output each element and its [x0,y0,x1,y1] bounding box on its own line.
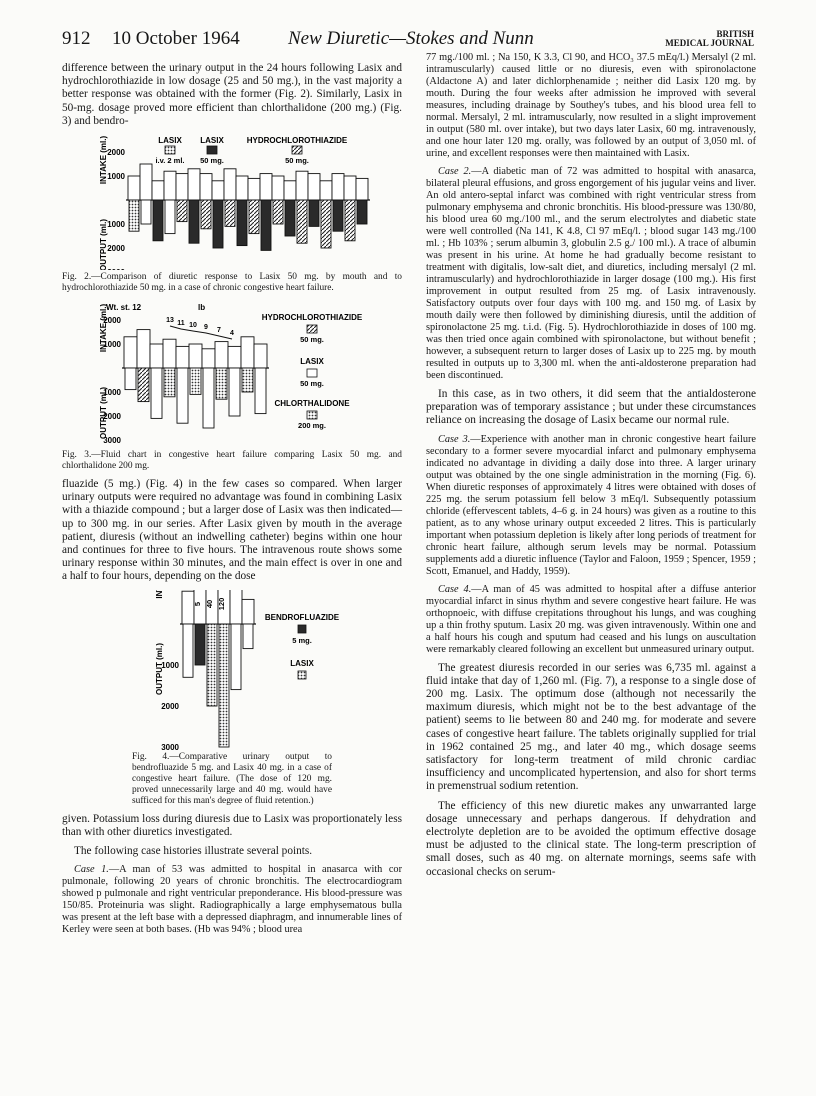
output-bar [285,200,295,236]
legend-label: LASIX [200,136,224,146]
legend-label: LASIX [158,136,182,146]
tick-label: 1000 [161,660,179,670]
output-bar [207,624,217,706]
legend-label: CHLORTHALIDONE [274,399,350,409]
output-bar [183,624,193,677]
legend-sub: 200 mg. [298,421,326,431]
tick-label: 2000 [103,316,121,326]
intake-bar [152,181,164,200]
case-1: Case 1.—A man of 53 was admitted to hospital in anasarca with cor pulmonale, following 20 years of chronic bronchitis. The electrocardiogram showed p pulmonale and right ventricular preponderance. His blood-pressure was 150/85. Proteinuria was slight. Radiographically a large emphysematous bulla was present at the left base with a depressed diaphragm, and innumerable lines of Kerley were seen at both bases. (Hb was 94% ; blood urea [62,864,402,936]
tick-label: 1000 [107,220,125,230]
paragraph: given. Potassium loss during diuresis due to Lasix was proportionately less than with other diuretics investigated. [62,812,402,838]
dose-label: 120 [217,597,226,610]
intake-bar [176,346,189,368]
legend-sub: 50 mg. [300,335,324,345]
intake-bar [150,344,163,368]
intake-bar [176,174,188,200]
output-bar [125,368,136,390]
output-bar [255,368,266,414]
tick-label: 1000 [103,340,121,350]
intake-bar [230,590,242,624]
output-bar [165,200,175,234]
weight-value: 13 [166,317,174,325]
paragraph: 77 mg./100 ml. ; Na 150, K 3.3, Cl 90, and HCO₃ 37.5 mEq/l.) Mersalyl (2 ml. intramuscularly) caused little or no diuresis, even with spironolactone (Aldactone A) and later dichlorphenamide ; neither did Lasix 120 mg. by mouth. During the four weeks after admission he improved with several measures, including drainage by Southey's tubes, and his blood urea fell to normal. Mersalyl, 2 ml. intramuscularly, now resulted in a slight improvement in output (580 ml. over intake), but two days later Lasix, 60 mg. intravenously, and one hour later 120 mg. orally, was followed by an output of 3,050 ml. of urine, and excellent responses were then maintained with Lasix. [426,52,756,159]
y-axis-label-intake [155,590,164,599]
legend-sub: 50 mg. [200,156,224,166]
tick-label: 1000 [107,172,125,182]
paragraph: The greatest diuresis recorded in our series was 6,735 ml. against a fluid intake that day of 1,260 ml. (Fig. 7), a response to a single dose of 200 mg. Lasix. The optimum dose (although not necessarily the maximum diuresis, which might not be to the best advantage of the patient) seems to lie between 80 and 240 mg. for moderate and severe cases of congestive heart failure. The tablets originally supplied for trial in 1962 contained 25 mg., and later 40 mg., which dosage seems satisfactory for long-term treatment of mild chronic cardiac insufficiency and uncomplicated hypertension, and also for short terms in premenstrual sodium retention. [426,661,756,793]
output-bar [333,200,343,231]
output-bar [141,200,151,224]
intake-bar [189,344,202,368]
weight-unit: lb [198,303,206,313]
intake-bar [124,337,137,368]
tick-label: 2000 [107,244,125,254]
intake-bar [320,181,332,200]
output-bar [357,200,367,224]
output-bar [138,368,149,402]
weight-line [170,326,232,339]
output-bar [345,200,355,241]
right-column [426,52,756,885]
output-bar [309,200,319,226]
intake-bar [296,171,308,200]
intake-bar [128,176,140,200]
intake-bar [188,169,200,200]
intake-bar [248,178,260,200]
y-axis-label-output: OUTPUT (ml.) [155,642,164,695]
paragraph: difference between the urinary output in the 24 hours following Lasix and hydrochlorothiazide in low dosage (25 and 50 mg.), in the vast majority a better response was obtained with the former (Fig. 2). Similarly, Lasix in 50-mg. dosage proved more efficient than chlorthalidone (200 mg.) (Fig. 3) and bendro- [62,62,402,127]
weight-label: Wt. st. 12 [106,303,142,313]
legend-swatch [307,369,317,377]
figure-4 [132,590,402,750]
output-bar [213,200,223,248]
dose-label: 5 [193,601,202,606]
legend-swatch [207,146,217,154]
weight-value: 7 [217,327,221,335]
weight-value: 11 [177,320,185,328]
legend-sub: 50 mg. [285,156,309,166]
figure-3 [62,300,402,448]
output-bar [190,368,201,394]
running-title: New Diuretic—Stokes and Nunn [288,28,534,49]
legend-label: LASIX [290,658,314,668]
output-bar [216,368,227,399]
legend-swatch [292,146,302,154]
intake-bar [200,174,212,200]
issue-date: 10 October 1964 [112,28,240,49]
intake-bar [254,344,267,368]
case-2: Case 2.—A diabetic man of 72 was admitted to hospital with anasarca, bilateral pleural effusions, and gross engorgement of his jugular veins and liver. An old antero-septal infarct was combined with right ventricular stress from pulmonary emphysema and chronic bronchitis. His blood-pressure was 130/80, his blood urea 60 mg./100 ml., and the serum electrolytes and diabetic state were well controlled (Na 141, K 4.8, Cl 97 mEq/l. ; blood sugar 143 mg./100 ml. ; Hb 103% ; serum albumin 3, globulin 2.5 g./ 100 ml.). A trace of albumin was present in his urine. At home he had gradually become resistant to treatment with digitalis, low-salt diet, and diuretics, including mersalyl (2 ml. intramuscularly) and hydrochlorothiazide in larger dosage (100 mg.). His first improvement in output resulted from 25 mg. of Lasix intravenously. Satisfactory outputs over four days with 100 mg. and 150 mg. of Lasix by mouth daily were then followed by diminishing diuresis, until the addition of spironolactone 25 mg. t.i.d. (Fig. 5). Hydrochlorothiazide in doses of 100 mg. was then tried once again combined with spironolactone, but without benefit ; however, a subsequent return to larger doses of Lasix up to 225 mg. by mouth resulted in outputs up to 3,300 ml. when the anti-aldosterone preparation had been discontinued. [426,166,756,381]
intake-bar [308,174,320,200]
intake-bar [344,176,356,200]
intake-bar [202,349,215,368]
legend-swatch [298,671,306,679]
paragraph: The efficiency of this new diuretic makes any unwarranted large dosage unnecessary and perhaps dangerous. If dehydration and electrolyte depletion are to be avoided the optimum effective dosage must be adjusted to the clinical state. The long-term prescription of small doses, such as 40 mg. on alternate mornings, seems safe with occasional checks on serum- [426,799,756,878]
y-axis-label-output: OUTPUT (ml.) [99,387,108,440]
intake-bar [215,342,228,368]
intake-bar [163,339,176,368]
output-bar [219,624,229,747]
journal-name: BRITISH MEDICAL JOURNAL [665,29,754,48]
y-axis-label-output: OUTPUT (ml.) [99,219,108,271]
dose-label: 40 [205,599,214,608]
weight-value: 4 [230,330,234,338]
legend-label: BENDROFLUAZIDE [264,612,340,622]
output-bar [177,368,188,423]
tick-label: 3000 [161,742,179,750]
legend-swatch [307,411,317,419]
legend-sub: 5 mg. [292,635,312,645]
weight-value: 10 [189,322,197,330]
fig3-chart [62,300,402,448]
output-bar [243,624,253,649]
output-bar [231,624,241,690]
output-bar [297,200,307,243]
output-bar [203,368,214,428]
output-bar [153,200,163,241]
legend-label: HYDROCHLOROTHIAZIDE [246,136,348,146]
intake-bar [242,599,254,624]
output-bar [242,368,253,392]
fig2-chart [62,134,402,270]
intake-bar [356,178,368,200]
output-bar [237,200,247,246]
tick-label: 1000 [103,388,121,398]
fig4-chart [132,590,372,750]
legend-swatch [307,325,317,333]
output-bar [321,200,331,248]
intake-bar [140,164,152,200]
legend-sub: i.v. 2 ml. [155,156,185,166]
paragraph: In this case, as in two others, it did seem that the antialdosterone preparation was of temporary assistance ; but under these circumstances reliance on increasing the dosage of Lasix became our normal rule. [426,388,756,427]
intake-bar [228,346,241,368]
intake-bar [236,176,248,200]
tick-label [107,268,125,270]
output-bar [249,200,259,234]
intake-bar [272,176,284,200]
tick-label: 2000 [103,412,121,422]
output-bar [129,200,139,231]
fig3-caption: Fig. 3.—Fluid chart in congestive heart failure comparing Lasix 50 mg. and chlorthalidone 200 mg. [62,450,402,472]
intake-bar [224,169,236,200]
intake-bar [260,174,272,200]
tick-label: 2000 [161,701,179,711]
page-number: 912 [62,28,91,49]
output-bar [151,368,162,418]
intake-bar [164,171,176,200]
intake-bar [182,591,194,624]
figure-2 [62,134,402,270]
output-bar [189,200,199,243]
output-bar [273,200,283,224]
legend-label: LASIX [300,357,324,367]
output-bar [229,368,240,416]
intake-bar [137,330,150,368]
fig4-caption: Fig. 4.—Comparative urinary output to bendrofluazide 5 mg. and Lasix 40 mg. in a case of congestive heart failure. (The dose of 120 mg. proved unnecessarily large and 40 mg. would have sufficed for this man's degree of fluid retention.) [132,751,332,806]
case-3: Case 3.—Experience with another man in chronic congestive heart failure secondary to a former severe myocardial infarct and pulmonary emphysema indicated no advantage in dividing a daily dose into three. A larger urinary output was obtained by the one single administration in the morning (Fig. 6). When diuretic responses of approximately 4 litres were obtained with doses of 225 mg. the serum potassium fell below 3 mEq/l. Subsequently potassium chloride (effervescent tablets, 4–6 g. in 24 hours) was given as a routine to this patient, as to any whose urinary output exceeded 2 litres. This is particularly important when potassium depletion is likely after long periods of treatment for chronic heart failure, although serum levels may be normal. Potassium supplements add a diuretic influence (Taylor and Faloon, 1959 ; Spencer, 1959 ; Scott, Emanuel, and Haddy, 1959). [426,433,756,577]
legend-label: HYDROCHLOROTHIAZIDE [261,313,363,323]
y-axis-label-intake: INTAKE (ml.) [99,303,108,353]
intake-bar [284,181,296,200]
output-bar [177,200,187,222]
output-bar [164,368,175,397]
output-bar [201,200,211,229]
intake-bar [241,337,254,368]
y-axis-label-intake: INTAKE (ml.) [99,135,108,185]
legend-sub: 50 mg. [300,379,324,389]
legend-swatch [165,146,175,154]
weight-value: 9 [204,324,208,332]
left-column [62,62,402,942]
paragraph: The following case histories illustrate several points. [74,845,313,858]
fig2-caption: Fig. 2.—Comparison of diuretic response to Lasix 50 mg. by mouth and to hydrochlorothiazide 50 mg. in a case of chronic congestive heart failure. [62,272,402,294]
output-bar [195,624,205,665]
intake-bar [212,181,224,200]
paragraph: fluazide (5 mg.) (Fig. 4) in the few cases so compared. When larger urinary outputs were required no advantage was found in combining Lasix with a thiazide compound ; but a larger dose of Lasix was then indicated—up to 300 mg. in our series. After Lasix given by mouth in the average patient, diuresis (without an indwelling catheter) begins within one hour and continues for three to five hours. The intravenous route shows some urinary response within 30 minutes, and the main effect is over in one and a half to four hours, depending on the dose [62,478,402,583]
tick-label: 2000 [107,148,125,158]
output-bar [225,200,235,226]
intake-bar [332,174,344,200]
output-bar [261,200,271,250]
legend-swatch [298,625,306,633]
tick-label: 3000 [103,436,121,446]
case-4: Case 4.—A man of 45 was admitted to hospital after a diffuse anterior myocardial infarct in sinus rhythm and severe congestive heart failure. He was orthopnoeic, with diffuse crepitations throughout his lungs, and was coughing up a thin frothy sputum. Lasix 20 mg. was given intravenously. Within one and a half hours his cough and sputum had ceased and his lungs on auscultation were remarkably cleared following an excellent but unmeasured urinary output. [426,583,756,655]
